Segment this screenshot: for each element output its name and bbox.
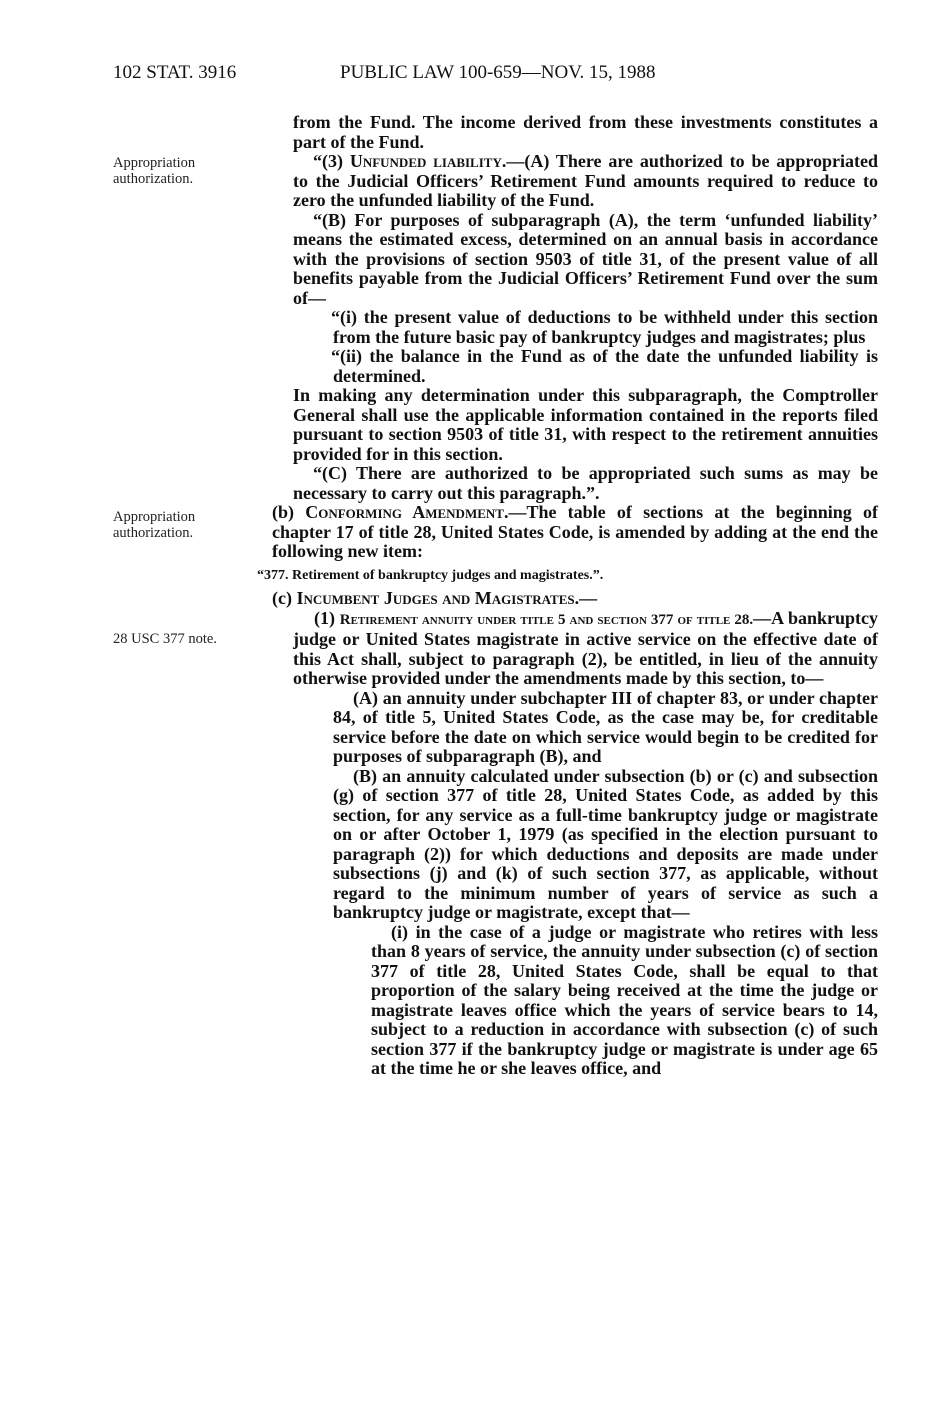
paragraph-determination: In making any determination under this subparagraph, the Comptroller General shall use the applicable information contained in the reports filed pursuant to section 9503 of title 31, with respect to the retirement annuities provided for in this section. — [293, 385, 878, 464]
paragraph-lead: (c) — [272, 588, 297, 608]
margin-note-appropriation-2: Appropriation authorization. — [113, 509, 196, 541]
law-text — [257, 112, 879, 1079]
paragraph-lead: (1) — [314, 607, 340, 628]
stat-page-number: 102 STAT. 3916 — [113, 62, 237, 83]
paragraph-fund-income: from the Fund. The income derived from these investments constitutes a part of the Fund. — [293, 112, 878, 152]
subparagraph-b: (B) an annuity calculated under subsection (b) or (c) and subsection (g) of section 377 of title 28, United States Code, as added by this section, for any service as a full-time bankruptcy judge or magistrate on or after October 1, 1979 (as specified in the election pursuant to paragraph (2)) for which deductions and deposits are made under subsections (j) and (k) of such section 377, as applicable, without regard to the minimum number of years of service as such a bankruptcy judge or magistrate, except that— — [333, 765, 878, 922]
table-of-sections-item: “377. Retirement of bankruptcy judges and magistrates.”. — [257, 567, 604, 583]
paragraph-subparagraph-c: “(C) There are authorized to be appropriated such sums as may be necessary to carry out this paragraph.”. — [293, 463, 878, 503]
clause-ii: “(ii) the balance in the Fund as of the date the unfunded liability is determined. — [331, 346, 878, 386]
clause-i-annuity: (i) in the case of a judge or magistrate who retires with less than 8 years of service, the annuity under subsection (c) of section 377 of title 28, United States Code, shall be equal to that proportion of the salary being received at the time the judge or magistrate leaves office which the years of service bears to 14, subject to a reduction in accordance with subsection (c) of such section 377 if the bankruptcy judge or magistrate is under age 65 at the time he or she leaves office, and — [371, 921, 878, 1078]
paragraph-text: —(A) There are authorized to be appropriated to the Judicial Officers’ Retirement Fund amounts required to reduce to zero the unfunded liability of the Fund. — [293, 151, 878, 210]
paragraph-incumbent-judges — [272, 589, 878, 609]
page-header — [0, 62, 945, 92]
paragraph-unfunded-liability — [293, 152, 878, 211]
paragraph-conforming-amendment — [272, 503, 878, 562]
paragraph-text: —A bankruptcy judge or United States magistrate in active service on the effective date of this Act shall, subject to paragraph (2), be entitled, in lieu of the annuity otherwise provided under the amendments made by this section, to— — [293, 607, 878, 688]
paragraph-lead: “(3) — [313, 151, 350, 171]
margin-note-usc: 28 USC 377 note. — [113, 631, 217, 647]
paragraph-heading: Retirement annuity under title 5 and section 377 of title 28. — [339, 611, 754, 628]
subparagraph-a: (A) an annuity under subchapter III of chapter 83, or under chapter 84, of title 5, United States Code, as the case may be, for creditable service before the date on which service would begin to be credited for purposes of subparagraph (B), and — [333, 687, 878, 766]
paragraph-text: — — [579, 588, 598, 608]
paragraph-retirement-annuity — [293, 609, 878, 689]
margin-note-appropriation-1: Appropriation authorization. — [113, 155, 196, 187]
paragraph-heading: Unfunded liability. — [349, 151, 507, 171]
paragraph-heading: Incumbent Judges and Magistrates. — [296, 588, 580, 608]
paragraph-lead: (b) — [272, 502, 306, 522]
paragraph-heading: Conforming Amendment. — [305, 502, 509, 522]
paragraph-subparagraph-b: “(B) For purposes of subparagraph (A), the term ‘unfunded liability’ means the estimated excess, determined on an annual basis in accordance with the provisions of section 9503 of title 31, of the present value of all benefits payable from the Judicial Officers’ Retirement Fund over the sum of— — [293, 209, 878, 308]
clause-i: “(i) the present value of deductions to be withheld under this section from the future basic pay of bankruptcy judges and magistrates; plus — [331, 307, 878, 347]
paragraph-text: —The table of sections at the beginning of chapter 17 of title 28, United States Code, is amended by adding at the end the following new item: — [272, 502, 879, 561]
public-law-title: PUBLIC LAW 100-659—NOV. 15, 1988 — [340, 62, 656, 83]
